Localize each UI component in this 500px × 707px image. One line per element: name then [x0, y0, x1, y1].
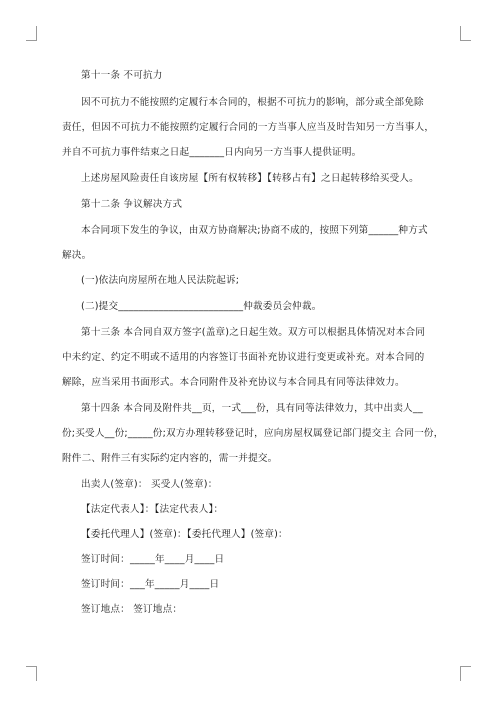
article-11-paragraph-line-2: 责任，但因不可抗力不能按照约定履行合同的一方当事人应当及时告知另一方当事人，	[62, 122, 435, 133]
article-11-paragraph-line-3: 并自不可抗力事件结束之日起_______日内向另一方当事人提供证明。	[62, 147, 362, 158]
article-13-line-3: 解除，应当采用书面形式。本合同附件及补充协议与本合同具有同等法律效力。	[62, 377, 405, 388]
signatures-authorized-agents: 【委托代理人】(签章)：【委托代理人】(签章)：	[81, 529, 288, 540]
article-14-line-3: 附件二、附件三有实际约定内容的，需一并提交。	[62, 453, 278, 464]
crop-mark-bottom-left	[26, 666, 37, 681]
article-11-heading: 第十一条 不可抗力	[81, 70, 163, 81]
crop-mark-top-left	[26, 26, 37, 41]
crop-mark-top-right	[460, 26, 471, 41]
signing-date-seller: 签订时间：_____年____月____日	[81, 554, 225, 565]
article-12-paragraph-line-1: 本合同项下发生的争议，由双方协商解决;协商不成的，按照下列第______种方式	[81, 225, 428, 236]
signatures-parties: 出卖人(签章)： 买受人(签章)：	[81, 479, 218, 490]
article-14-line-1: 第十四条 本合同及附件共__页，一式___份，具有同等法律效力，其中出卖人__	[81, 403, 423, 414]
dispute-option-arbitration: (二)提交_________________________仲裁委员会仲裁。	[81, 301, 322, 312]
risk-transfer-paragraph: 上述房屋风险责任自该房屋【所有权转移】【转移占有】之日起转移给买受人。	[81, 173, 419, 184]
article-13-line-1: 第十三条 本合同自双方签字(盖章)之日起生效。双方可以根据具体情况对本合同	[81, 327, 426, 338]
article-13-line-2: 中未约定、约定不明或不适用的内容签订书面补充协议进行变更或补充。对本合同的	[62, 352, 425, 363]
article-11-paragraph-line-1: 因不可抗力不能按照约定履行本合同的，根据不可抗力的影响，部分或全部免除	[81, 97, 424, 108]
dispute-option-court: (一)依法向房屋所在地人民法院起诉;	[81, 275, 240, 286]
signatures-legal-representatives: 【法定代表人】：【法定代表人】：	[81, 504, 224, 515]
signing-place: 签订地点： 签订地点：	[81, 604, 183, 615]
article-12-paragraph-line-2: 解决。	[62, 250, 92, 261]
article-14-line-2: 份;买受人__份;_____份;双方办理转移登记时，应向房屋权属登记部门提交主 合同一份，	[62, 428, 444, 439]
crop-mark-bottom-right	[460, 666, 471, 681]
signing-date-buyer: 签订时间：___年_____月____日	[81, 579, 220, 590]
article-12-heading: 第十二条 争议解决方式	[81, 199, 183, 210]
